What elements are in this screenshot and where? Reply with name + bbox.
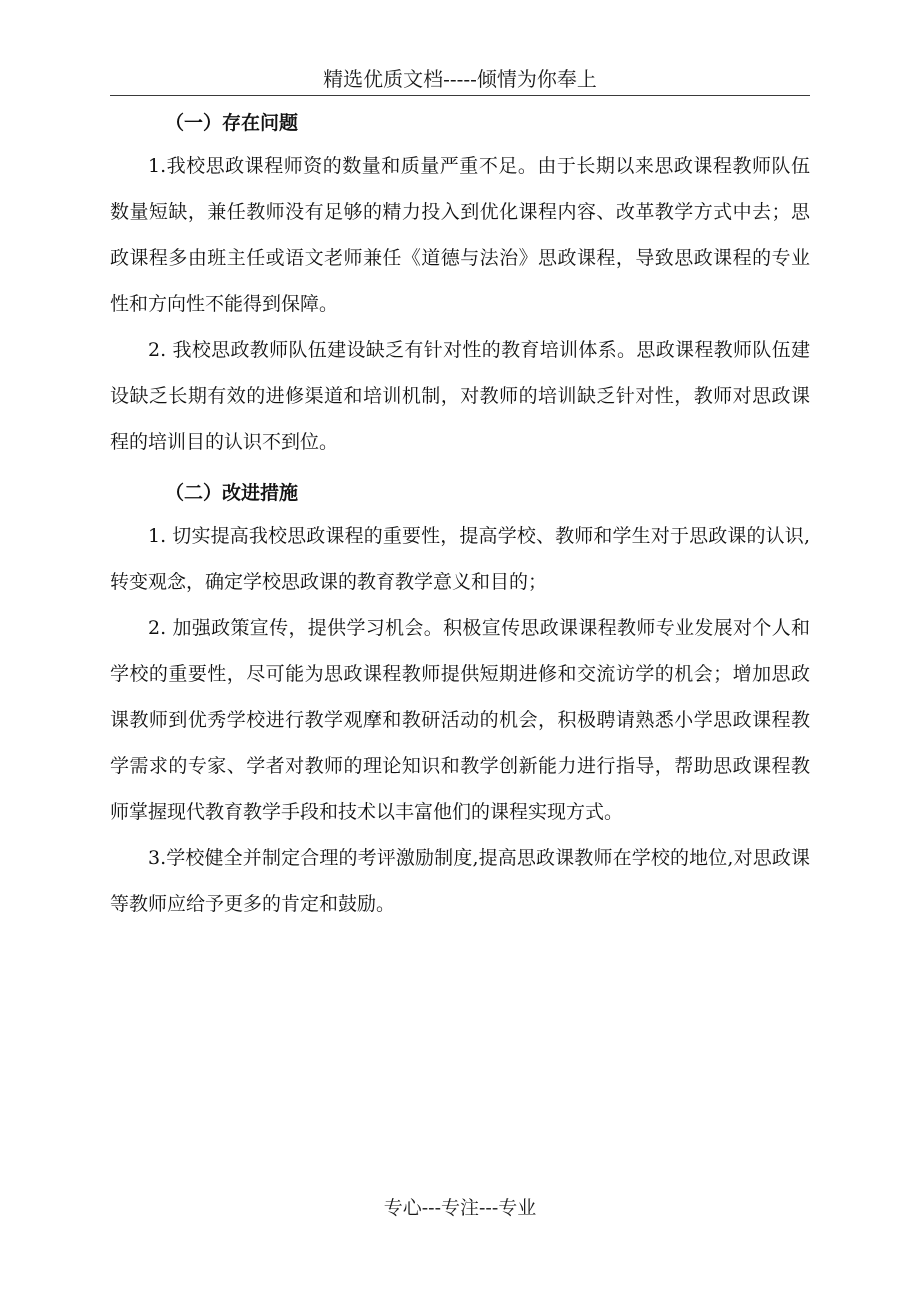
paragraph: 2. 我校思政教师队伍建设缺乏有针对性的教育培训体系。思政课程教师队伍建设缺乏长期有效的进修渠道和培训机制，对教师的培训缺乏针对性，教师对思政课程的培训目的认识不到位。 <box>110 339 810 453</box>
page-header: 精选优质文档-----倾情为你奉上 <box>323 67 597 91</box>
paragraph: 1. 切实提高我校思政课程的重要性，提高学校、教师和学生对于思政课的认识,转变观念，确定学校思政课的教育教学意义和目的； <box>110 525 810 593</box>
paragraph: 1.我校思政课程师资的数量和质量严重不足。由于长期以来思政课程教师队伍数量短缺，兼任教师没有足够的精力投入到优化课程内容、改革教学方式中去；思政课程多由班主任或语文老师兼任《道德与法治》思政课程，导致思政课程的专业性和方向性不能得到保障。 <box>110 155 810 315</box>
page-footer: 专心---专注---专业 <box>383 1197 537 1219</box>
section-problems <box>110 103 810 465</box>
section-measures <box>110 473 810 927</box>
header-rule <box>110 95 810 96</box>
document-body <box>110 103 810 927</box>
paragraph: 3.学校健全并制定合理的考评激励制度,提高思政课教师在学校的地位,对思政课等教师应给予更多的肯定和鼓励。 <box>110 847 810 915</box>
section-title-problems: （一）存在问题 <box>165 112 299 134</box>
paragraph: 2. 加强政策宣传，提供学习机会。积极宣传思政课课程教师专业发展对个人和学校的重要性，尽可能为思政课程教师提供短期进修和交流访学的机会；增加思政课教师到优秀学校进行教学观摩和教研活动的机会，积极聘请熟悉小学思政课程教学需求的专家、学者对教师的理论知识和教学创新能力进行指导，帮助思政课程教师掌握现代教育教学手段和技术以丰富他们的课程实现方式。 <box>110 617 810 823</box>
section-title-measures: （二）改进措施 <box>165 482 299 504</box>
